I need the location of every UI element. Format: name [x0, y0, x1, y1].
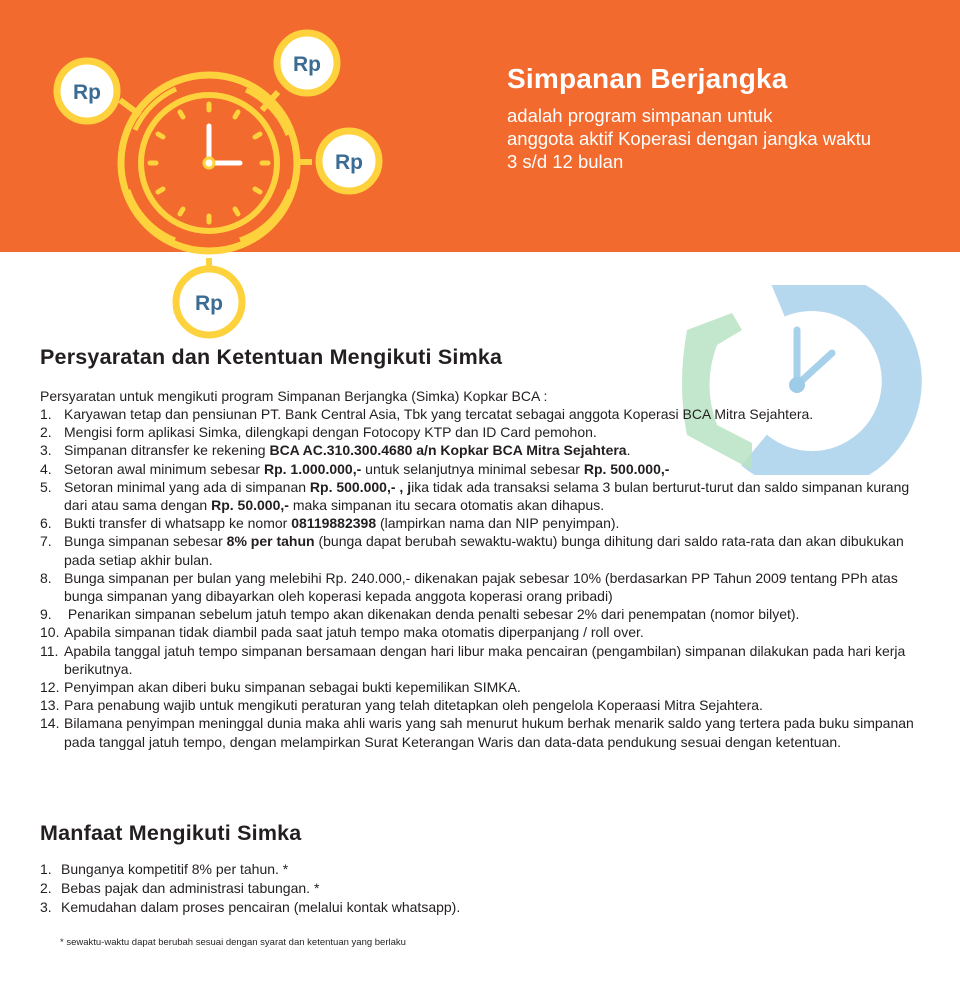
rp-coin-icon	[277, 33, 337, 93]
banner-subtitle	[507, 104, 871, 173]
svg-text:Rp: Rp	[293, 53, 321, 76]
item-number: 1.	[40, 861, 52, 877]
svg-text:Rp: Rp	[195, 292, 223, 315]
item-number: 7.	[40, 533, 52, 550]
list-item	[40, 605, 920, 623]
list-item	[40, 478, 920, 514]
benefits-heading: Manfaat Mengikuti Simka	[40, 821, 302, 845]
item-number: 14.	[40, 715, 60, 732]
item-text: Bukti transfer di whatsapp ke nomor 08119882398 (lampirkan nama dan NIP penyimpan).	[64, 515, 620, 532]
rp-coin-icon	[57, 61, 117, 121]
item-text: Apabila tanggal jatuh tempo simpanan bersamaan dengan hari libur maka pencairan (pengambilan) simpanan dilakukan pada hari kerja berikutnya.	[64, 642, 906, 677]
list-item	[40, 879, 460, 898]
list-item	[40, 696, 920, 714]
item-number: 3.	[40, 899, 52, 915]
item-text: Bunga simpanan per bulan yang melebihi Rp. 240.000,- dikenakan pajak sebesar 10% (berdasarkan PP Tahun 2009 tentang PPh atas bunga simpanan yang dibayarkan oleh koperasi kepada anggota koperasi orang pribadi)	[64, 569, 898, 605]
list-item	[40, 898, 460, 917]
item-text: Para penabung wajib untuk mengikuti peraturan yang telah ditetapkan oleh pengelola Koperaasi Mitra Sejahtera.	[64, 697, 763, 714]
clock-hands	[209, 126, 240, 163]
item-text: Bebas pajak dan administrasi tabungan. *	[61, 880, 320, 896]
list-item	[40, 514, 920, 532]
item-text: Mengisi form aplikasi Simka, dilengkapi dengan Fotocopy KTP dan ID Card pemohon.	[64, 424, 597, 441]
list-item	[40, 860, 460, 879]
list-item	[40, 405, 920, 423]
list-item	[40, 423, 920, 441]
item-text: Simpanan ditransfer ke rekening BCA AC.310.300.4680 a/n Kopkar BCA Mitra Sejahtera.	[64, 442, 631, 459]
item-number: 12.	[40, 679, 60, 696]
list-item	[40, 460, 920, 478]
item-number: 1.	[40, 406, 52, 422]
item-number: 10.	[40, 624, 60, 641]
item-text: Bunga simpanan sebesar 8% per tahun (bunga dapat berubah sewaktu-waktu) bunga dihitung dari saldo rata-rata dan akan dibukukan pada setiap akhir bulan.	[64, 533, 904, 568]
banner-subtitle-line: anggota aktif Koperasi dengan jangka waktu	[507, 128, 872, 149]
banner-subtitle-line: adalah program simpanan untuk	[507, 105, 773, 126]
list-item	[40, 532, 920, 568]
item-text: Bilamana penyimpan meninggal dunia maka ahli waris yang sah menurut hukum berhak menarik saldo yang tertera pada buku simpanan pada tanggal jatuh tempo, dengan melampirkan Surat Keterangan Waris dan data-data pendukung sesuai dengan ketentuan.	[64, 715, 914, 750]
item-number: 4.	[40, 460, 52, 477]
rp-coin-icon	[176, 269, 242, 335]
banner-title: Simpanan Berjangka	[507, 63, 788, 94]
item-text: Bunganya kompetitif 8% per tahun. *	[61, 861, 289, 877]
item-text: Setoran awal minimum sebesar Rp. 1.000.000,- untuk selanjutnya minimal sebesar Rp. 500.000,-	[64, 460, 670, 477]
item-number: 2.	[40, 424, 52, 441]
item-number: 5.	[40, 478, 52, 495]
item-number: 11.	[40, 642, 59, 659]
list-item	[40, 642, 920, 678]
item-number: 2.	[40, 880, 52, 896]
terms-list	[40, 405, 920, 751]
list-item	[40, 714, 920, 750]
terms-intro: Persyaratan untuk mengikuti program Simpanan Berjangka (Simka) Kopkar BCA :	[40, 388, 548, 404]
clock-coins-illustration	[0, 0, 420, 345]
list-item	[40, 623, 920, 641]
banner-text	[507, 62, 871, 173]
svg-text:Rp: Rp	[335, 151, 363, 174]
item-text: Penyimpan akan diberi buku simpanan sebagai bukti kepemilikan SIMKA.	[64, 679, 521, 696]
item-text: Apabila simpanan tidak diambil pada saat jatuh tempo maka otomatis diperpanjang / roll over.	[64, 624, 644, 641]
terms-heading: Persyaratan dan Ketentuan Mengikuti Simka	[40, 345, 503, 369]
rp-coin-icon	[319, 131, 379, 191]
item-number: 13.	[40, 697, 60, 714]
list-item	[40, 569, 920, 605]
item-text: Penarikan simpanan sebelum jatuh tempo akan dikenakan denda penalti sebesar 2% dari penempatan (nomor bilyet).	[64, 606, 800, 623]
item-number: 3.	[40, 442, 52, 459]
item-number: 6.	[40, 515, 52, 532]
item-text: Setoran minimal yang ada di simpanan Rp. 500.000,- , jika tidak ada transaksi selama 3 bulan berturut-turut dan saldo simpanan kurang dari atau sama dengan Rp. 50.000,- maka simpanan itu secara otomatis akan dihapus.	[64, 478, 910, 514]
item-text: Karyawan tetap dan pensiunan PT. Bank Central Asia, Tbk yang tercatat sebagai anggota Koperasi BCA Mitra Sejahtera.	[64, 406, 814, 422]
item-text: Kemudahan dalam proses pencairan (melalui kontak whatsapp).	[61, 899, 461, 915]
item-number: 9.	[40, 606, 52, 623]
list-item	[40, 441, 920, 459]
list-item	[40, 678, 920, 696]
banner-subtitle-line: 3 s/d 12 bulan	[507, 151, 624, 172]
benefits-list	[40, 860, 460, 917]
item-number: 8.	[40, 569, 52, 586]
footnote: * sewaktu-waktu dapat berubah sesuai dengan syarat dan ketentuan yang berlaku	[60, 937, 406, 948]
svg-text:Rp: Rp	[73, 81, 101, 104]
